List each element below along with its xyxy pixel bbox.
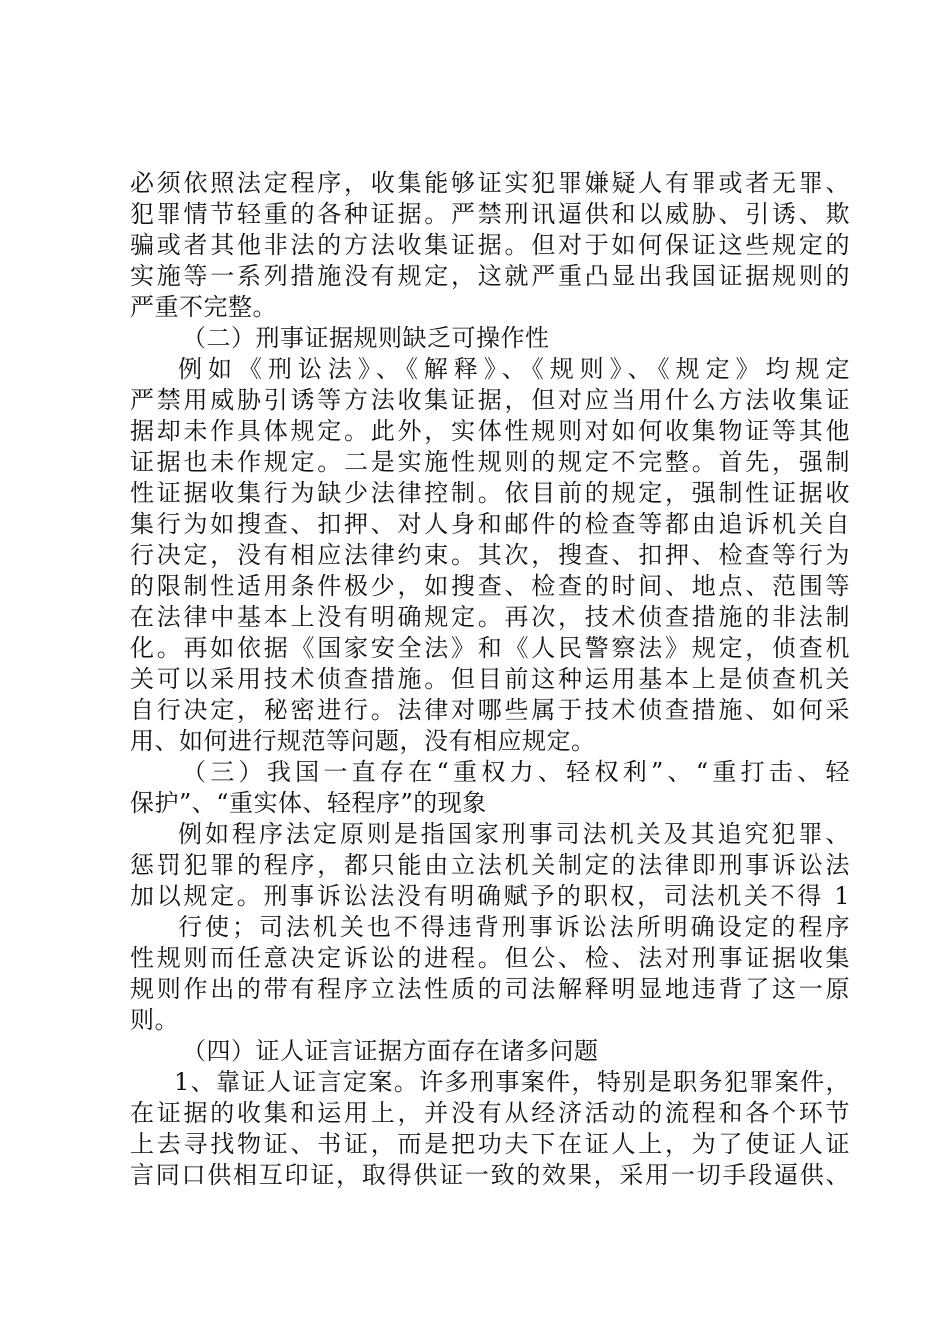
text-line: （二）刑事证据规则缺乏可操作性 — [182, 324, 550, 352]
text-line: 在证据的收集和运用上，并没有从经济活动的流程和各个环节 — [130, 1099, 850, 1127]
text-line: 必须依照法定程序，收集能够证实犯罪嫌疑人有罪或者无罪、 — [130, 169, 850, 197]
text-line: 则。 — [130, 1006, 179, 1034]
text-line: 保护”、“重实体、轻程序”的现象 — [130, 789, 487, 817]
text-line: 性规则而任意决定诉讼的进程。但公、检、法对刑事证据收集 — [130, 944, 850, 972]
text-line: 据却未作具体规定。此外，实体性规则对如何收集物证等其他 — [130, 417, 850, 445]
text-line: 集行为如搜查、扣押、对人身和邮件的检查等都由追诉机关自 — [130, 510, 850, 538]
text-line: 证据也未作规定。二是实施性规则的规定不完整。首先，强制 — [130, 448, 850, 476]
text-line: 行决定，没有相应法律约束。其次，搜查、扣押、检查等行为 — [130, 541, 850, 569]
text-line: 实施等一系列措施没有规定，这就严重凸显出我国证据规则的 — [130, 262, 850, 290]
text-line: 上去寻找物证、书证，而是把功夫下在证人上，为了使证人证 — [130, 1130, 850, 1158]
text-line: 例如《刑讼法》、《解释》、《规则》、《规定》均规定 — [178, 355, 850, 383]
text-line: 犯罪情节轻重的各种证据。严禁刑讯逼供和以威胁、引诱、欺 — [130, 200, 850, 228]
text-line: 关可以采用技术侦查措施。但目前这种运用基本上是侦查机关 — [130, 665, 850, 693]
text-line: 1、靠证人证言定案。许多刑事案件，特别是职务犯罪案件， — [174, 1068, 850, 1096]
text-line: 加以规定。刑事诉讼法没有明确赋予的职权，司法机关不得 1 — [130, 882, 850, 910]
text-line: 自行决定，秘密进行。法律对哪些属于技术侦查措施、如何采 — [130, 696, 850, 724]
text-line: 行使；司法机关也不得违背刑事诉讼法所明确设定的程序 — [178, 913, 850, 941]
text-line: （三）我国一直存在“重权力、轻权利”、“重打击、轻 — [182, 758, 850, 786]
text-line: 的限制性适用条件极少，如搜查、检查的时间、地点、范围等 — [130, 572, 850, 600]
text-line: （四）证人证言证据方面存在诸多问题 — [182, 1037, 599, 1065]
text-line: 规则作出的带有程序立法性质的司法解释明显地违背了这一原 — [130, 975, 850, 1003]
text-line: 性证据收集行为缺少法律控制。依目前的规定，强制性证据收 — [130, 479, 850, 507]
text-line: 严禁用威胁引诱等方法收集证据，但对应当用什么方法收集证 — [130, 386, 850, 414]
document-page — [130, 168, 850, 1191]
text-line: 骗或者其他非法的方法收集证据。但对于如何保证这些规定的 — [130, 231, 850, 259]
text-line: 用、如何进行规范等问题，没有相应规定。 — [130, 727, 596, 755]
text-line: 化。再如依据《国家安全法》和《人民警察法》规定，侦查机 — [130, 634, 850, 662]
text-line: 在法律中基本上没有明确规定。再次，技术侦查措施的非法制 — [130, 603, 850, 631]
text-line: 惩罚犯罪的程序，都只能由立法机关制定的法律即刑事诉讼法 — [130, 851, 850, 879]
text-line: 言同口供相互印证，取得供证一致的效果，采用一切手段逼供、 — [130, 1161, 850, 1189]
text-line: 严重不完整。 — [130, 293, 277, 321]
text-line: 例如程序法定原则是指国家刑事司法机关及其追究犯罪、 — [178, 820, 850, 848]
